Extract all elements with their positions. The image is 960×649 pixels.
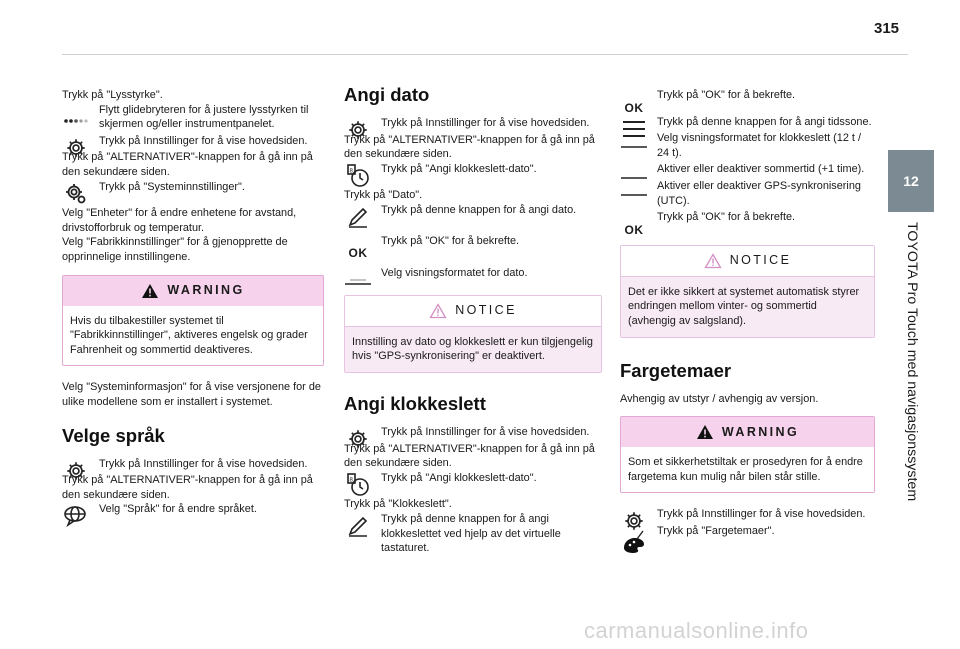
- lang-alternatives-text: Trykk på "ALTERNATIVER"-knappen for å gå inn på den sekundære siden.: [62, 474, 313, 501]
- date-settings-text: Trykk på Innstillinger for å vise hovedsiden.: [381, 117, 590, 129]
- color-settings-step: [620, 507, 875, 522]
- warning-title: WARNING: [721, 424, 800, 439]
- column-1: [62, 88, 324, 519]
- sysinfo-text: Velg "Systeminformasjon" for å vise versjonene for de ulike modellene som er installert i systemet.: [62, 381, 321, 408]
- notice-title: NOTICE: [455, 303, 517, 318]
- notice-box-1: [344, 295, 602, 373]
- gear-icon: [62, 457, 90, 485]
- warning-box-1: [62, 275, 324, 367]
- ok-step-2: [620, 210, 875, 237]
- format-list-icon: [344, 266, 372, 294]
- column-2: [344, 84, 602, 558]
- speech-language-icon: [62, 502, 90, 530]
- gear-icon: [62, 134, 90, 162]
- date-pen-text: Trykk på denne knappen for å angi dato.: [381, 203, 577, 216]
- color-settings-text: Trykk på Innstillinger for å vise hovedsiden.: [657, 508, 866, 521]
- date-clock-step: [344, 162, 602, 177]
- date-ok-text: Trykk på "OK" for å bekrefte.: [381, 234, 520, 247]
- warning-body: Som et sikkerhetstiltak er prosedyren for å endre fargetema kun mulig når bilen står stille.: [621, 447, 874, 492]
- units-text: Velg "Enheter" for å endre enhetene for avstand, drivstofforbruk og temperatur.: [62, 207, 297, 234]
- gear-icon: [344, 425, 372, 453]
- settings-step-text: Trykk på Innstillinger for å vise hovedsiden.: [99, 134, 308, 147]
- heading-colors: Fargetemaer: [620, 359, 732, 381]
- date-clock-text: Trykk på "Angi klokkeslett-dato".: [381, 162, 537, 175]
- date-format-text: Velg visningsformatet for dato.: [381, 267, 528, 280]
- format-line-icon: [620, 131, 648, 159]
- heading-time: Angi klokkeslett: [344, 392, 486, 414]
- brightness-intro: Trykk på "Lysstyrke".: [62, 89, 163, 101]
- color-theme-step: [620, 524, 875, 539]
- time-alternatives-text: Trykk på "ALTERNATIVER"-knappen for å gå inn på den sekundære siden.: [344, 442, 595, 470]
- column-3: [620, 88, 875, 541]
- warning-header: [63, 276, 323, 306]
- notice-title: NOTICE: [729, 253, 792, 268]
- side-title: [891, 222, 931, 552]
- date-settings-step: [344, 116, 602, 131]
- system-gear-icon: [62, 180, 90, 208]
- warning-icon: [141, 283, 159, 299]
- time-settings-text: Trykk på Innstillinger for å vise hovedsiden.: [381, 425, 590, 438]
- notice-icon: [429, 303, 447, 319]
- date-alternatives-text: Trykk på "ALTERNATIVER"-knappen for å gå inn på den sekundære siden.: [344, 133, 595, 161]
- pen-icon: [344, 203, 372, 231]
- time-format-step: [620, 131, 875, 160]
- date-dato-text: Trykk på "Dato".: [344, 189, 423, 202]
- warning-body: Hvis du tilbakestiller systemet til "Fabrikkinnstillinger", aktiveres engelsk og grader Fahrenheit og sommertid deaktiveres.: [63, 306, 323, 366]
- factory-text: Velg "Fabrikkinnstillinger" for å gjenopprette de opprinnelige innstillingene.: [62, 236, 288, 263]
- brightness-slider-icon: [62, 107, 90, 135]
- page-number: 315: [874, 20, 900, 37]
- watermark: carmanualsonline.info: [584, 618, 809, 643]
- warning-icon: [696, 424, 714, 440]
- ok-step-1: [620, 88, 875, 115]
- lang-settings-text: Trykk på Innstillinger for å vise hovedsiden.: [99, 457, 308, 470]
- notice-box-2: [620, 245, 875, 338]
- gps-text: Aktiver eller deaktiver GPS-synkronisering (UTC).: [657, 179, 861, 207]
- language-step-text: Velg "Språk" for å endre språket.: [99, 503, 257, 516]
- warning-box-2: [620, 416, 875, 493]
- colors-dependency: Avhengig av utstyr / avhengig av versjon.: [620, 392, 819, 405]
- alternatives-text: Trykk på "ALTERNATIVER"-knappen for å gå inn på den sekundære siden.: [62, 151, 313, 178]
- ok-text-2: Trykk på "OK" for å bekrefte.: [657, 211, 796, 224]
- date-ok-step: [344, 234, 602, 261]
- lang-settings-step: [62, 457, 324, 472]
- calendar-clock-icon: [344, 162, 372, 190]
- svg-text:8: 8: [349, 168, 353, 175]
- brightness-step-text: Flytt glidebryteren for å justere lysstyrken til skjermen og/eller instrumentpanelet.: [99, 103, 309, 131]
- date-format-step: [344, 266, 602, 281]
- time-pen-text: Trykk på denne knappen for å angi klokkeslettet ved hjelp av det virtuelle tastaturet.: [381, 512, 561, 555]
- ok-text-1: Trykk på "OK" for å bekrefte.: [657, 89, 796, 101]
- time-pen-step: [344, 512, 602, 556]
- pen-icon: [344, 512, 372, 540]
- ok-icon: OK: [624, 100, 644, 115]
- language-step: [62, 502, 324, 517]
- color-theme-text: Trykk på "Fargetemaer".: [657, 524, 775, 537]
- gear-icon: [344, 116, 372, 144]
- time-settings-step: [344, 425, 602, 440]
- timezone-step: [620, 115, 875, 130]
- heading-date: Angi dato: [344, 84, 430, 105]
- chapter-tab[interactable]: 12: [888, 150, 934, 212]
- system-settings-text: Trykk på "Systeminnstillinger".: [99, 180, 245, 193]
- palette-icon: [620, 528, 648, 556]
- notice-header: [621, 246, 874, 277]
- calendar-clock-icon: [344, 471, 372, 499]
- heading-language: Velge språk: [62, 424, 165, 446]
- side-title-text: TOYOTA Pro Touch med navigasjonssystem: [904, 222, 920, 502]
- date-pen-step: [344, 203, 602, 218]
- time-klokke-text: Trykk på "Klokkeslett".: [344, 498, 452, 511]
- time-clock-step: [344, 471, 602, 486]
- notice-header: [345, 296, 601, 327]
- dst-step: [620, 162, 875, 177]
- notice-body: Det er ikke sikkert at systemet automatisk styrer endringen mellom vinter- og sommertid (avhengig av salgsland).: [621, 277, 874, 337]
- ok-icon: OK: [348, 246, 368, 261]
- system-settings-step: [62, 180, 324, 195]
- brightness-step: [62, 103, 324, 132]
- gps-step: [620, 179, 875, 208]
- toggle-line-icon: [620, 179, 648, 207]
- warning-header: [621, 417, 874, 447]
- svg-text:8: 8: [349, 477, 353, 484]
- header-divider: [62, 54, 908, 55]
- notice-body: Innstilling av dato og klokkeslett er kun tilgjengelig hvis "GPS-synkronisering" er deaktivert.: [345, 327, 601, 372]
- timezone-text: Trykk på denne knappen for å angi tidssone.: [657, 115, 872, 128]
- ok-icon: OK: [624, 222, 644, 237]
- time-format-text: Velg visningsformatet for klokkeslett (12 t / 24 t).: [657, 132, 861, 159]
- dst-text: Aktiver eller deaktiver sommertid (+1 time).: [657, 163, 865, 176]
- time-clock-text: Trykk på "Angi klokkeslett-dato".: [381, 471, 537, 484]
- warning-title: WARNING: [167, 283, 245, 298]
- settings-step: [62, 134, 324, 149]
- notice-icon: [704, 253, 722, 269]
